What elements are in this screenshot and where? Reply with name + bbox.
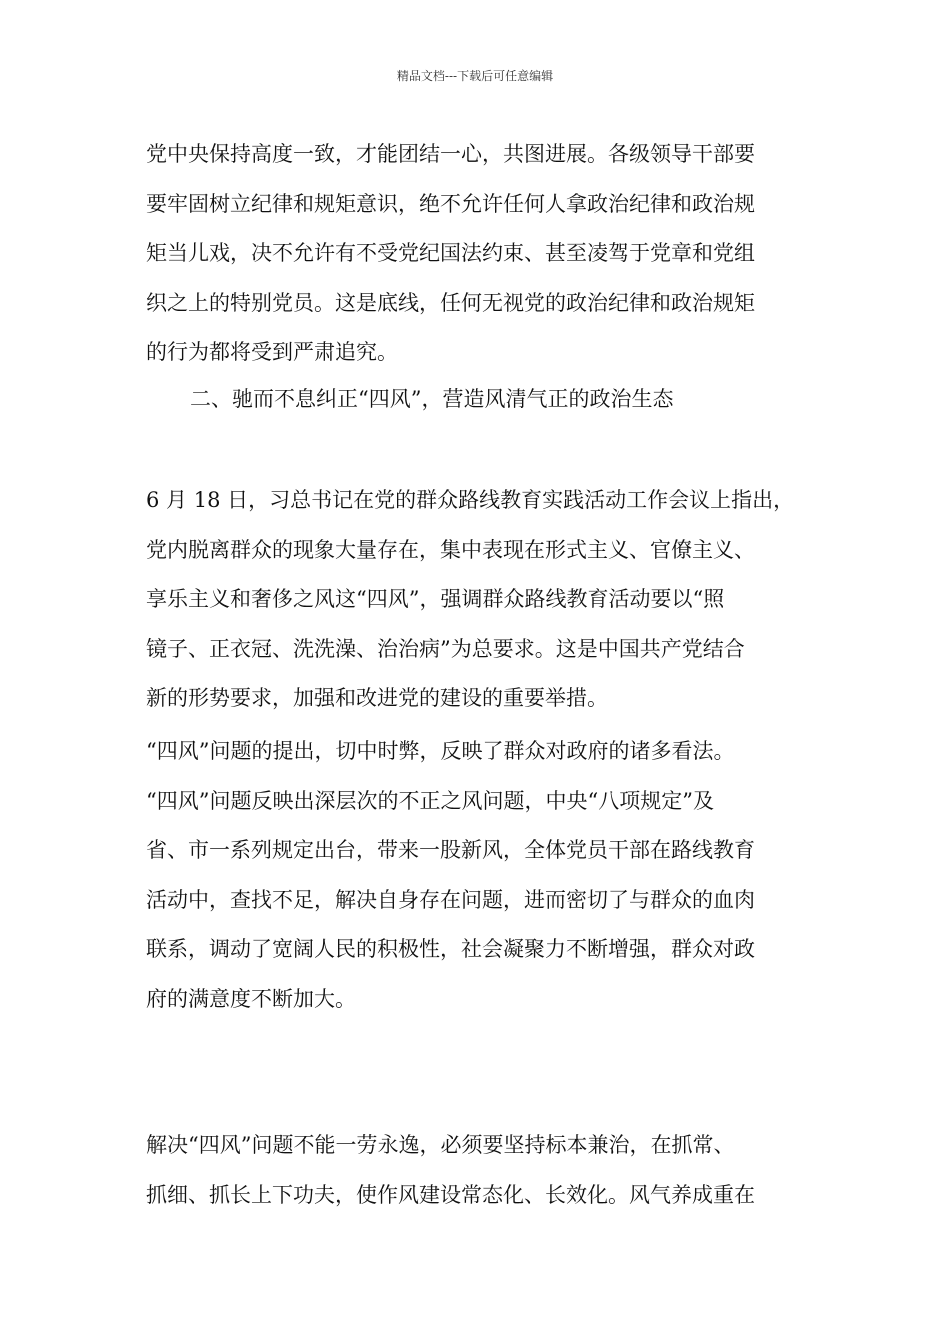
paragraph-line: 织之上的特别党员。这是底线，任何无视党的政治纪律和政治规矩 (146, 290, 755, 315)
paragraph-line: 府的满意度不断加大。 (146, 986, 356, 1011)
paragraph-line: “四风”问题反映出深层次的不正之风问题，中央“八项规定”及 (146, 788, 714, 813)
paragraph-line: 活动中，查找不足，解决自身存在问题，进而密切了与群众的血肉 (146, 887, 755, 912)
page-header: 精品文档---下载后可任意编辑 (396, 69, 554, 83)
paragraph-line: 联系，调动了宽阔人民的积极性，社会凝聚力不断增强，群众对政 (146, 937, 755, 961)
paragraph-1 (146, 130, 826, 378)
paragraph-line: 要牢固树立纪律和规矩意识，绝不允许任何人拿政治纪律和政治规 (146, 191, 755, 216)
paragraph-line: “四风”问题的提出，切中时弊，反映了群众对政府的诸多看法。 (146, 739, 735, 763)
paragraph-line: 矩当儿戏，决不允许有不受党纪国法约束、甚至凌驾于党章和党组 (146, 241, 755, 265)
paragraph-line: 省、市一系列规定出台，带来一股新风，全体党员干部在路线教育 (146, 838, 755, 862)
paragraph-line: 解决“四风”问题不能一劳永逸，必须要坚持标本兼治，在抓常、 (146, 1133, 735, 1157)
section-heading-text: 二、驰而不息纠正“四风”，营造风清气正的政治生态 (190, 387, 674, 411)
section-heading (190, 375, 826, 425)
paragraph-4 (146, 1121, 826, 1220)
paragraph-3 (146, 727, 826, 1024)
paragraph-line: 的行为都将受到严肃追究。 (146, 340, 398, 364)
paragraph-line: 享乐主义和奢侈之风这“四风”，强调群众路线教育活动要以“照 (146, 587, 725, 611)
paragraph-line: 党内脱离群众的现象大量存在，集中表现在形式主义、官僚主义、 (146, 537, 755, 562)
paragraph-line: 党中央保持高度一致，才能团结一心，共图进展。各级领导干部要 (146, 142, 755, 166)
paragraph-line: 抓细、抓长上下功夫，使作风建设常态化、长效化。风气养成重在 (146, 1182, 755, 1207)
paragraph-line: 新的形势要求，加强和改进党的建设的重要举措。 (146, 686, 608, 710)
paragraph-2 (146, 476, 826, 724)
paragraph-line: 镜子、正衣冠、洗洗澡、治治病”为总要求。这是中国共产党结合 (146, 636, 745, 661)
paragraph-line: 6 月 18 日，习总书记在党的群众路线教育实践活动工作会议上指出， (146, 488, 795, 512)
